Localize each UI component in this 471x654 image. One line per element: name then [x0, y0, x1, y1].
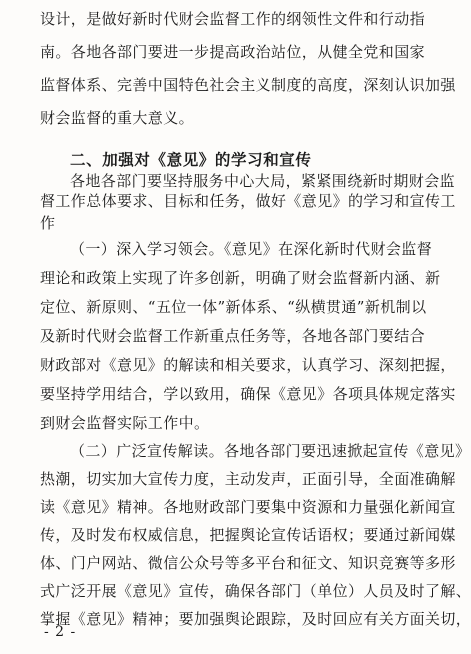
paragraph-line: 作 [40, 214, 56, 232]
paragraph-line: （一）深入学习领会。《意见》在深化新时代财会监督 [70, 240, 433, 258]
paragraph-line: 南。各地各部门要进一步提高政治站位，从健全党和国家 [40, 43, 426, 61]
paragraph-line: 式广泛开展《意见》宣传，确保各部门（单位）人员及时了解、 [40, 582, 471, 600]
paragraph-line: 理论和政策上实现了许多创新，明确了财会监督新内涵、新 [40, 269, 441, 287]
paragraph-line: 热潮，切实加大宣传力度，主动发声，正面引导，全面准确解 [40, 470, 456, 488]
paragraph-line: 设计，是做好新时代财会监督工作的纲领性文件和行动指 [40, 10, 426, 28]
paragraph-line: 财会监督的重大意义。 [40, 109, 195, 127]
paragraph-line: （二）广泛宣传解读。各地各部门要迅速掀起宣传《意见》 [70, 442, 471, 460]
paragraph-line: 定位、新原则、“五位一体”新体系、“纵横贯通”新机制以 [40, 298, 427, 316]
paragraph-line: 督工作总体要求、目标和任务，做好《意见》的学习和宣传工 [40, 192, 456, 210]
paragraph-line: 各地各部门要坚持服务中心大局，紧紧围绕新时期财会监 [70, 172, 456, 190]
paragraph-line: 掌握《意见》精神；要加强舆论跟踪，及时回应有关方面关切， [40, 610, 471, 628]
paragraph-line: 到财会监督实际工作中。 [40, 414, 210, 432]
paragraph-line: 传，及时发布权威信息，把握舆论宣传话语权；要通过新闻媒 [40, 526, 456, 544]
paragraph-line: 财政部对《意见》的解读和相关要求，认真学习、深刻把握， [40, 356, 456, 374]
paragraph-line: 读《意见》精神。各地财政部门要集中资源和力量强化新闻宣 [40, 498, 456, 516]
paragraph-line: 要坚持学用结合，学以致用，确保《意见》各项具体规定落实 [40, 385, 456, 403]
paragraph-line: 体、门户网站、微信公众号等多平台和征文、知识竞赛等多形 [40, 554, 456, 572]
page-number: - 2 - [44, 624, 77, 640]
paragraph-line: 监督体系、完善中国特色社会主义制度的高度，深刻认识加强 [40, 76, 456, 94]
section-heading: 二、加强对《意见》的学习和宣传 [70, 150, 312, 169]
paragraph-line: 及新时代财会监督工作新重点任务等，各地各部门要结合 [40, 327, 426, 345]
